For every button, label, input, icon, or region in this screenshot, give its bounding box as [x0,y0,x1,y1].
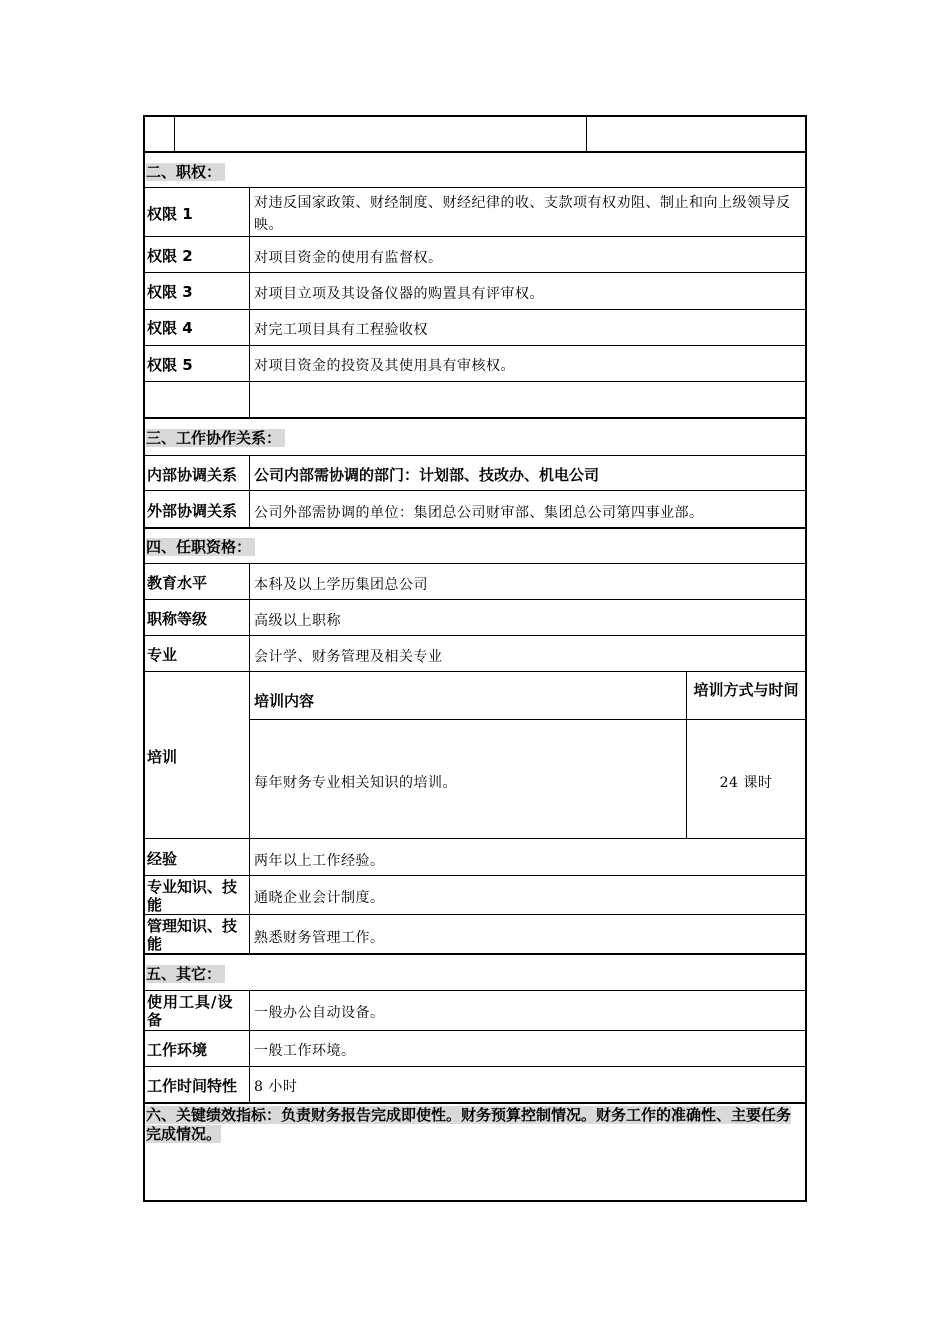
divider [143,417,807,419]
divider [143,1030,807,1031]
authority-value: 对完工项目具有工程验收权 [254,322,428,338]
major-label: 专业 [147,646,178,664]
authority-label: 权限 1 [147,205,193,223]
divider [143,1066,807,1067]
professional-value: 通晓企业会计制度。 [254,890,385,906]
authority-label: 权限 2 [147,247,193,265]
authority-label: 权限 5 [147,356,193,374]
hours-value: 8 小时 [254,1079,298,1095]
divider [143,563,807,564]
tools-label: 使用工具/设备 [147,993,234,1029]
training-method-header: 培训方式与时间 [693,681,799,699]
external-relation-label: 外部协调关系 [147,502,238,520]
management-value: 熟悉财务管理工作。 [254,930,385,946]
divider [249,719,807,720]
divider [586,117,587,151]
kpi-text: 六、关键绩效指标：负责财务报告完成即使性。财务预算控制情况。财务工作的准确性、主要任务完成情况。 [146,1106,792,1143]
section-title-qualifications: 四、任职资格： [146,538,255,556]
divider [143,990,807,991]
title-level-label: 职称等级 [147,610,208,628]
divider [143,272,807,273]
internal-relation-value: 公司内部需协调的部门：计划部、技改办、机电公司 [254,466,600,484]
divider [174,117,175,151]
divider [143,187,807,188]
document-table-frame [143,115,807,1202]
divider [143,490,807,491]
divider [143,875,807,876]
divider [143,1102,807,1104]
training-content: 每年财务专业相关知识的培训。 [254,775,457,791]
section-title-other: 五、其它： [146,965,225,983]
environment-label: 工作环境 [147,1041,208,1059]
divider [143,381,807,382]
divider [143,527,807,529]
education-value: 本科及以上学历集团总公司 [254,577,428,593]
experience-value: 两年以上工作经验。 [254,853,385,869]
section-title-collaboration: 三、工作协作关系： [146,429,285,447]
divider [249,455,250,527]
authority-label: 权限 3 [147,283,193,301]
training-label: 培训 [147,748,178,766]
authority-value: 对违反国家政策、财经制度、财经纪律的收、支款项有权劝阻、制止和向上级领导反映。 [254,195,791,233]
divider [249,187,250,417]
divider [143,838,807,839]
experience-label: 经验 [147,850,178,868]
divider [143,953,807,955]
tools-value: 一般办公自动设备。 [254,1005,385,1021]
training-content-header: 培训内容 [254,692,315,710]
divider [143,455,807,456]
divider [249,990,250,1102]
authority-value: 对项目立项及其设备仪器的购置具有评审权。 [254,286,544,302]
major-value: 会计学、财务管理及相关专业 [254,649,443,665]
divider [143,236,807,237]
training-method: 24 课时 [719,775,773,791]
divider [143,671,807,672]
environment-value: 一般工作环境。 [254,1043,356,1059]
education-label: 教育水平 [147,574,208,592]
divider [143,635,807,636]
authority-value: 对项目资金的使用有监督权。 [254,250,443,266]
title-level-value: 高级以上职称 [254,613,341,629]
divider [249,563,250,953]
divider [143,599,807,600]
professional-label: 专业知识、技能 [147,878,238,914]
divider [143,151,807,153]
authority-value: 对项目资金的投资及其使用具有审核权。 [254,358,515,374]
divider [686,671,687,838]
section-title-authority: 二、职权： [146,163,225,181]
divider [143,309,807,310]
divider [143,914,807,915]
kpi-section [146,1106,802,1144]
management-label: 管理知识、技能 [147,917,238,953]
internal-relation-label: 内部协调关系 [147,466,238,484]
external-relation-value: 公司外部需协调的单位：集团总公司财审部、集团总公司第四事业部。 [254,505,704,521]
hours-label: 工作时间特性 [147,1077,238,1095]
authority-label: 权限 4 [147,319,193,337]
divider [143,345,807,346]
